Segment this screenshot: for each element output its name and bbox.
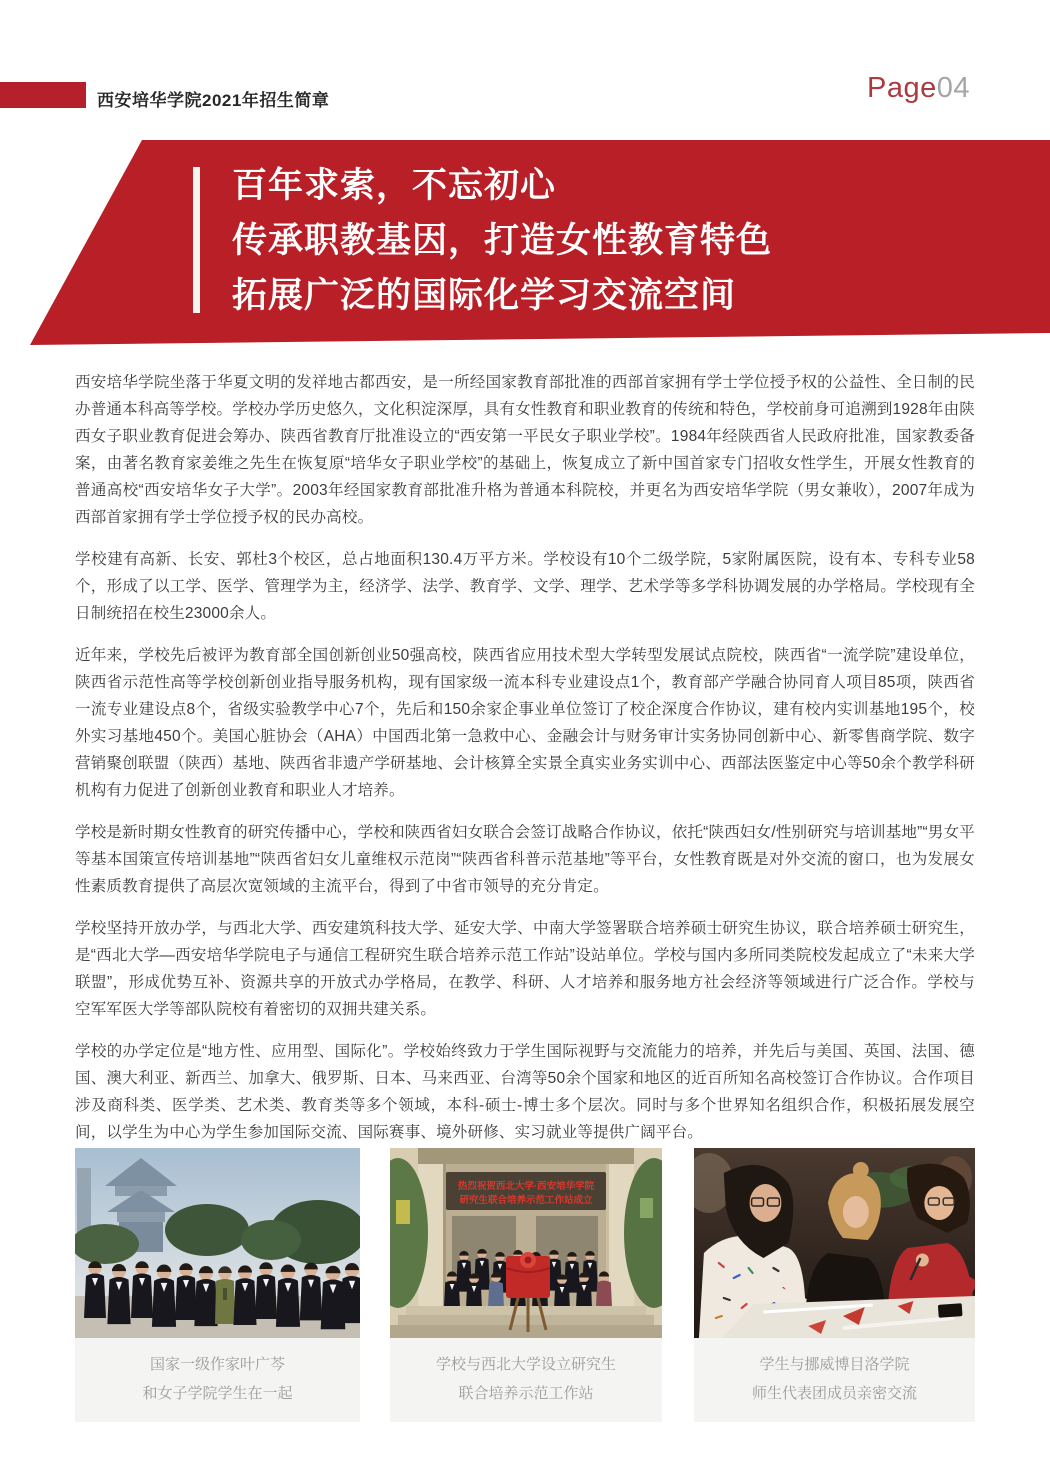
photo-3-caption [694, 1338, 975, 1422]
photo-2-banner-line-2: 研究生联合培养示范工作站成立 [459, 1195, 593, 1206]
photo-2-caption-line-1: 学校与西北大学设立研究生 [435, 1356, 616, 1373]
photo-card-writer-with-students [75, 1148, 360, 1422]
banner-title-line-2: 传承职教基因，打造女性教育特色 [232, 221, 773, 260]
plaque-easel [506, 1252, 550, 1332]
body-paragraph-5: 学校坚持开放办学，与西北大学、西安建筑科技大学、延安大学、中南大学签署联合培养硕士研究生协议，联合培养硕士研究生，是“西北大学—西安培华学院电子与通信工程研究生联合培养示范工作站”设站单位。学校与国内多所同类院校发起成立了“未来大学联盟”，形成优势互补、资源共享的开放式办学格局，在教学、科研、人才培养和服务地方社会经济等领域进行广泛合作。学校与空军军医大学等部队院校有着密切的双拥共建关系。 [75, 920, 975, 1018]
photo-workstation-ceremony-image [390, 1148, 662, 1338]
header-red-tab [0, 82, 86, 108]
banner-title [232, 158, 772, 323]
page-prefix-label: Page [867, 72, 937, 104]
photo-3-caption-line-2: 师生代表团成员亲密交流 [751, 1385, 917, 1402]
photo-3-illustration [694, 1148, 975, 1338]
photo-2-caption [390, 1338, 662, 1422]
body-paragraph-4: 学校是新时期女性教育的研究传播中心，学校和陕西省妇女联合会签订战略合作协议，依托“陕西妇女/性别研究与培训基地”“男女平等基本国策宣传培训基地”“陕西省妇女儿童维权示范岗”“陕西省科普示范基地”等平台，女性教育既是对外交流的窗口，也为发展女性素质教育提供了高层次宽领域的主流平台，得到了中省市领导的充分肯定。 [75, 824, 975, 895]
photo-2-caption-line-2: 联合培养示范工作站 [458, 1385, 594, 1402]
photo-norway-exchange-image [694, 1148, 975, 1338]
photo-1-caption [75, 1338, 360, 1422]
body-paragraph-6: 学校的办学定位是“地方性、应用型、国际化”。学校始终致力于学生国际视野与交流能力的培养，并先后与美国、英国、法国、德国、澳大利亚、新西兰、加拿大、俄罗斯、日本、马来西亚、台湾等50余个国家和地区的近百所知名高校签订合作协议。合作项目涉及商科类、医学类、艺术类、教育类等多个领域，本科-硕士-博士多个层次。同时与多个世界知名组织合作，积极拓展发展空间，以学生为中心为学生参加国际交流、国际赛事、境外研修、实习就业等提供广阔平台。 [75, 1043, 975, 1141]
ceremony-banner [446, 1172, 606, 1210]
photo-writer-with-students-image [75, 1148, 360, 1338]
body-paragraph-1: 西安培华学院坐落于华夏文明的发祥地古都西安，是一所经国家教育部批准的西部首家拥有学士学位授予权的公益性、全日制的民办普通本科高等学校。学校办学历史悠久，文化积淀深厚，具有女性教育和职业教育的传统和特色，学校前身可追溯到1928年由陕西女子职业教育促进会筹办、陕西省教育厅批准设立的“西安第一平民女子职业学校”。1984年经陕西省人民政府批准，国家教委备案，由著名教育家姜维之先生在恢复原“培华女子职业学校”的基础上，恢复成立了新中国首家专门招收女性学生，开展女性教育的普通高校“西安培华女子大学”。2003年经国家教育部批准升格为普通本科院校，并更名为西安培华学院（男女兼收），2007年成为西部首家拥有学士学位授予权的民办高校。 [75, 374, 975, 526]
photo-card-norway-exchange [694, 1148, 975, 1422]
body-text [75, 369, 975, 1161]
body-paragraph-2: 学校建有高新、长安、郭杜3个校区，总占地面积130.4万平方米。学校设有10个二级学院，5家附属医院，设有本、专科专业58个，形成了以工学、医学、管理学为主，经济学、法学、教育学、文学、理学、艺术学等多学科协调发展的办学格局。学校现有全日制统招在校生23000余人。 [75, 551, 975, 622]
photo-2-illustration [390, 1148, 662, 1338]
banner-title-line-3: 拓展广泛的国际化学习交流空间 [232, 276, 737, 315]
photo-card-workstation-ceremony [390, 1148, 662, 1422]
photo-1-caption-line-1: 国家一级作家叶广芩 [149, 1356, 285, 1373]
photo-row [75, 1148, 975, 1422]
photo-1-illustration [75, 1148, 360, 1338]
doc-title: 西安培华学院2021年招生简章 [97, 91, 330, 110]
banner-accent-bar [193, 167, 200, 313]
banner-title-line-1: 百年求索，不忘初心 [232, 166, 557, 205]
page-number [867, 72, 970, 105]
body-paragraph-3: 近年来，学校先后被评为教育部全国创新创业50强高校，陕西省应用技术型大学转型发展试点院校，陕西省“一流学院”建设单位，陕西省示范性高等学校创新创业指导服务机构，现有国家级一流本科专业建设点1个，教育部产学融合协同育人项目85项，陕西省一流专业建设点8个，省级实验教学中心7个，先后和150余家企事业单位签订了校企深度合作协议，建有校内实训基地195个，校外实习基地450个。美国心脏协会（AHA）中国西北第一急救中心、金融会计与财务审计实务协同创新中心、新零售商学院、数字营销聚创联盟（陕西）基地、陕西省非遗产学研基地、会计核算全实景全真实业务实训中心、西部法医鉴定中心等50余个教学科研机构有力促进了创新创业教育和职业人才培养。 [75, 647, 975, 799]
page-number-value: 04 [936, 72, 970, 104]
photo-3-caption-line-1: 学生与挪威博目洛学院 [759, 1356, 910, 1373]
photo-2-banner-line-1: 热烈祝贺西北大学·西安培华学院 [457, 1181, 595, 1192]
photo-1-caption-line-2: 和女子学院学生在一起 [142, 1385, 293, 1402]
